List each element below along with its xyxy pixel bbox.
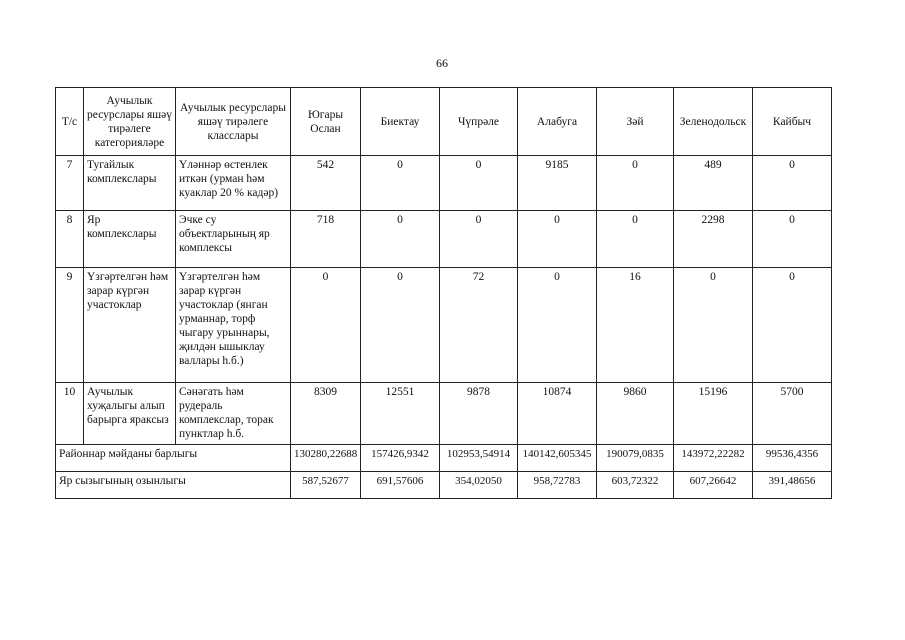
header-cell: Т/с [56, 88, 84, 156]
value-cell: 0 [440, 211, 518, 268]
header-cell: Биектау [361, 88, 440, 156]
class-cell: Үзгәртелгән һәм зарар күргән участоклар (янган урманнар, торф чыгару урыннары, җилдән ышыклау валлары h.б.) [176, 268, 291, 383]
row-number: 7 [56, 156, 84, 211]
value-cell: 0 [753, 211, 832, 268]
value-cell: 0 [291, 268, 361, 383]
value-cell: 0 [674, 268, 753, 383]
value-cell: 0 [361, 156, 440, 211]
page-number: 66 [436, 56, 448, 70]
value-cell: 12551 [361, 383, 440, 445]
table-row [56, 211, 832, 268]
value-cell: 10874 [518, 383, 597, 445]
value-cell: 9878 [440, 383, 518, 445]
value-cell: 0 [597, 211, 674, 268]
value-cell: 72 [440, 268, 518, 383]
total-cell: 607,26642 [674, 472, 753, 499]
value-cell: 0 [518, 268, 597, 383]
value-cell: 542 [291, 156, 361, 211]
total-cell: 958,72783 [518, 472, 597, 499]
value-cell: 0 [440, 156, 518, 211]
header-cell: Чүпрәле [440, 88, 518, 156]
header-cell: Кайбыч [753, 88, 832, 156]
total-area-row [56, 445, 832, 472]
table-row [56, 268, 832, 383]
value-cell: 0 [361, 211, 440, 268]
header-cell: Югары Ослан [291, 88, 361, 156]
total-label: Яр сызыгының озынлыгы [56, 472, 291, 499]
header-cell: Зәй [597, 88, 674, 156]
category-cell: Тугайлык комплекслары [84, 156, 176, 211]
shoreline-length-row [56, 472, 832, 499]
value-cell: 718 [291, 211, 361, 268]
table-row [56, 383, 832, 445]
header-cell: Алабуга [518, 88, 597, 156]
value-cell: 0 [518, 211, 597, 268]
total-cell: 354,02050 [440, 472, 518, 499]
total-cell: 391,48656 [753, 472, 832, 499]
total-cell: 102953,54914 [440, 445, 518, 472]
row-number: 9 [56, 268, 84, 383]
class-cell: Сәнәгать һәм рудераль комплекслар, торак пунктлар h.б. [176, 383, 291, 445]
header-cell: Зеленодольск [674, 88, 753, 156]
total-cell: 587,52677 [291, 472, 361, 499]
header-cell: Аучылык ресурслары яшәү тирәлеге класслары [176, 88, 291, 156]
total-cell: 691,57606 [361, 472, 440, 499]
total-cell: 190079,0835 [597, 445, 674, 472]
total-cell: 130280,22688 [291, 445, 361, 472]
header-row [56, 88, 832, 156]
table-row [56, 156, 832, 211]
total-cell: 603,72322 [597, 472, 674, 499]
value-cell: 9860 [597, 383, 674, 445]
value-cell: 489 [674, 156, 753, 211]
value-cell: 0 [753, 156, 832, 211]
value-cell: 16 [597, 268, 674, 383]
total-cell: 143972,22282 [674, 445, 753, 472]
value-cell: 9185 [518, 156, 597, 211]
category-cell: Яр комплекслары [84, 211, 176, 268]
header-cell: Аучылык ресурслары яшәү тирәлеге категорияләре [84, 88, 176, 156]
value-cell: 8309 [291, 383, 361, 445]
value-cell: 0 [361, 268, 440, 383]
class-cell: Эчке су объектларының яр комплексы [176, 211, 291, 268]
total-cell: 99536,4356 [753, 445, 832, 472]
row-number: 10 [56, 383, 84, 445]
hunting-resources-table [55, 87, 832, 499]
value-cell: 0 [597, 156, 674, 211]
total-label: Районнар мәйданы барлыгы [56, 445, 291, 472]
total-cell: 140142,605345 [518, 445, 597, 472]
value-cell: 0 [753, 268, 832, 383]
value-cell: 2298 [674, 211, 753, 268]
row-number: 8 [56, 211, 84, 268]
value-cell: 5700 [753, 383, 832, 445]
total-cell: 157426,9342 [361, 445, 440, 472]
category-cell: Үзгәртелгән һәм зарар күргән участоклар [84, 268, 176, 383]
category-cell: Аучылык хуҗалыгы алып барырга яраксыз [84, 383, 176, 445]
value-cell: 15196 [674, 383, 753, 445]
class-cell: Үләннәр өстенлек иткән (урман һәм куаклар 20 % кадәр) [176, 156, 291, 211]
